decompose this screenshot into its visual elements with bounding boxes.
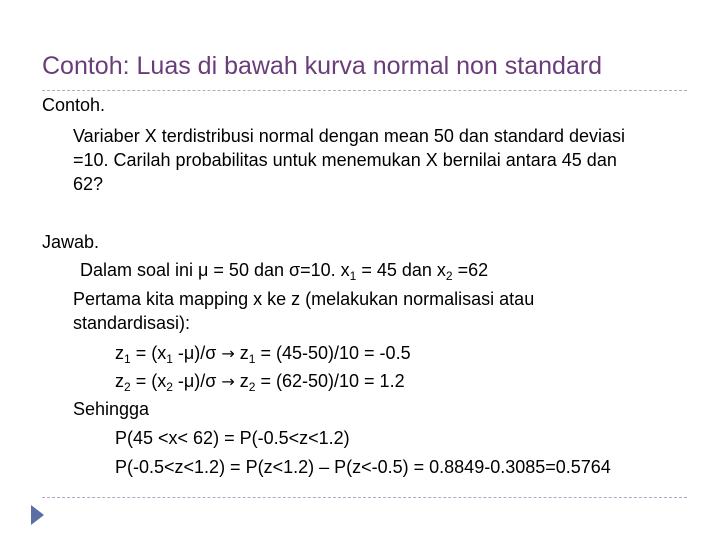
equation-text: -μ)/σ [172, 371, 222, 391]
given-sub: 1 [349, 269, 357, 283]
right-arrow-icon: → [221, 344, 235, 363]
z1-equation [115, 342, 411, 365]
problem-line-2: =10. Carilah probabilitas untuk menemukan X bernilai antara 45 dan [73, 150, 617, 170]
mapping-line-1: Pertama kita mapping x ke z (melakukan normalisasi atau [73, 289, 535, 309]
result-line-2: P(-0.5<z<1.2) = P(z<1.2) – P(z<-0.5) = 0.8849-0.3085=0.5764 [115, 457, 611, 477]
slide-title: Contoh: Luas di bawah kurva normal non standard [42, 52, 603, 80]
given-text: Dalam soal ini μ = 50 dan σ=10. x [80, 260, 350, 280]
right-arrow-icon: → [221, 372, 235, 391]
next-slide-arrow-icon[interactable] [31, 505, 44, 525]
equation-sub: 1 [166, 352, 173, 366]
footer-divider [42, 497, 687, 498]
equation-text: z [115, 371, 124, 391]
result-line-1: P(45 <x< 62) = P(-0.5<z<1.2) [115, 428, 350, 448]
equation-text: = (45-50)/10 = -0.5 [255, 343, 411, 363]
problem-line-1: Variaber X terdistribusi normal dengan mean 50 dan standard deviasi [73, 126, 625, 146]
answer-label: Jawab. [42, 232, 100, 252]
example-label: Contoh. [42, 95, 106, 115]
given-text: =62 [452, 260, 489, 280]
equation-text: -μ)/σ [172, 343, 222, 363]
equation-text: = (x [130, 371, 167, 391]
equation-sub: 2 [124, 380, 131, 394]
equation-sub: 2 [248, 380, 256, 394]
equation-sub: 1 [248, 352, 256, 366]
mapping-line-2: standardisasi): [73, 313, 191, 333]
given-text: = 45 dan x [356, 260, 446, 280]
problem-line-3: 62? [73, 174, 104, 194]
equation-text: z [234, 343, 249, 363]
equation-text: = (x [130, 343, 167, 363]
so-label: Sehingga [73, 399, 150, 419]
equation-text: z [115, 343, 124, 363]
given-line [80, 259, 488, 281]
equation-sub: 2 [166, 380, 173, 394]
title-divider [42, 90, 687, 91]
equation-text: z [234, 371, 249, 391]
z2-equation [115, 370, 405, 393]
given-sub: 2 [445, 269, 453, 283]
equation-sub: 1 [124, 352, 131, 366]
equation-text: = (62-50)/10 = 1.2 [255, 371, 405, 391]
